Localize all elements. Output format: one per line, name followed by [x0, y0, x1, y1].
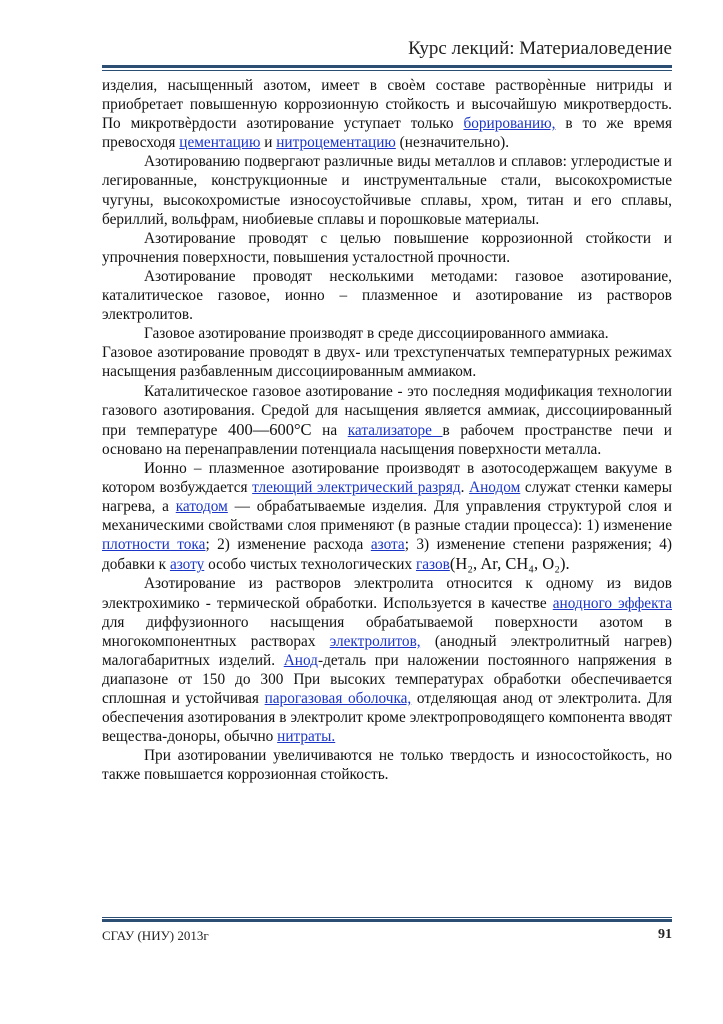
paragraph-5a: Газовое азотирование производят в среде диссоциированного аммиака. — [144, 325, 609, 343]
link-katod[interactable]: катодом — [175, 498, 228, 516]
paragraph-9: При азотировании увеличиваются не только твердость и износостойкость, но также повышается коррозионная стойкость. — [102, 747, 672, 784]
paragraph-7: Ионно – плазменное азотирование производят в азотосодержащем вакууме в котором возбуждается тлеющий электрический разряд. Анодом служат стенки камеры нагрева, а катодом — обрабатываемые изделия. Для управления структурой слоя и механическими свойствами слоя применяют (в разные стадии процесса): 1) изменение плотности тока; 2) изменение расхода азота; 3) изменение степени разряжения; 4) добавки к азоту особо чистых технологических газов(H₂, Ar, CH₄, O₂). — [102, 459, 673, 574]
page-header: Курс лекций: Материаловедение — [408, 38, 672, 59]
paragraph-1: изделия, насыщенный азотом, имеет в своѐм составе растворѐнные нитриды и приобретает повышенную коррозионную стойкость и высочайшую микротвердость. По микротвѐрдости азотирование уступает только борированию, в то же время превосходя цементацию и нитроцементацию (незначительно). — [102, 77, 672, 152]
paragraph-8: Азотирование из растворов электролита относится к одному из видов электрохимико - термической обработки. Используется в качестве анодного эффекта для диффузионного насыщения обрабатываемой поверхности азотом в многокомпонентных растворах электролитов, (анодный электролитный нагрев) малогабаритных изделий. Анод-деталь при наложении постоянного напряжения в диапазоне от 150 до 300 При высоких температурах обработки обеспечивается сплошная и устойчивая парогазовая оболочка, отделяющая анод от электролита. Для обеспечения азотирования в электролит кроме электропроводящего компонента вводят вещества-доноры, обычно нитраты. — [102, 575, 672, 746]
link-borirovanie[interactable]: борированию, — [463, 115, 556, 133]
footer-source: СГАУ (НИУ) 2013г — [102, 928, 209, 943]
page-number: 91 — [658, 927, 672, 942]
link-parogazovaya-obolochka[interactable]: парогазовая оболочка, — [264, 690, 412, 707]
link-nitraty[interactable]: нитраты. — [277, 728, 336, 746]
paragraph-3: Азотирование проводят с целью повышение коррозионной стойкости и упрочнения поверхности, повышения усталостной прочности. — [102, 229, 672, 266]
link-plotnost-toka[interactable]: плотности тока — [102, 536, 206, 554]
link-nitrocementaciya[interactable]: нитроцементацию — [276, 134, 396, 152]
link-anod[interactable]: Анодом — [469, 478, 521, 496]
paragraph-5b: Газовое азотирование проводят в двух- или трехступенчатых температурных режимах насыщения разбавленным диссоциированным аммиаком. — [102, 344, 672, 381]
link-azotu[interactable]: азоту — [169, 556, 205, 574]
link-tleyushchiy-razryad[interactable]: тлеющий электрический разряд — [252, 478, 461, 496]
link-katalizator[interactable]: катализаторе — [347, 421, 443, 439]
link-azot[interactable]: азота — [370, 536, 405, 554]
paragraph-2: Азотированию подвергают различные виды металлов и сплавов: углеродистые и легированные, конструкционные и инструментальные стали, высокохромистые чугуны, высокохромистые износоустойчивые сплавы, хром, титан и его сплавы, бериллий, вольфрам, ниобиевые сплавы и порошковые материалы. — [102, 153, 672, 228]
link-elektrolitov[interactable]: электролитов, — [329, 632, 421, 650]
paragraph-4: Азотирование проводят несколькими методами: газовое азотирование, каталитическое газовое, ионно – плазменное и азотирование из растворов электролитов. — [102, 267, 672, 324]
link-gazov[interactable]: газов — [415, 556, 450, 574]
link-anod-detal[interactable]: Анод — [283, 651, 318, 669]
page-body — [102, 76, 672, 784]
link-anodnyy-effekt[interactable]: анодного эффекта — [552, 594, 672, 612]
link-cementaciya[interactable]: цементацию — [179, 134, 261, 152]
paragraph-6: Каталитическое газовое азотирование - это последняя модификация технологии газового азотирования. Средой для насыщения является аммиак, диссоциированный при температуре 400—600°С на катализаторе в рабочем пространстве печи и основано на перенаправлении потенциала насыщения поверхности металла. — [102, 382, 672, 458]
